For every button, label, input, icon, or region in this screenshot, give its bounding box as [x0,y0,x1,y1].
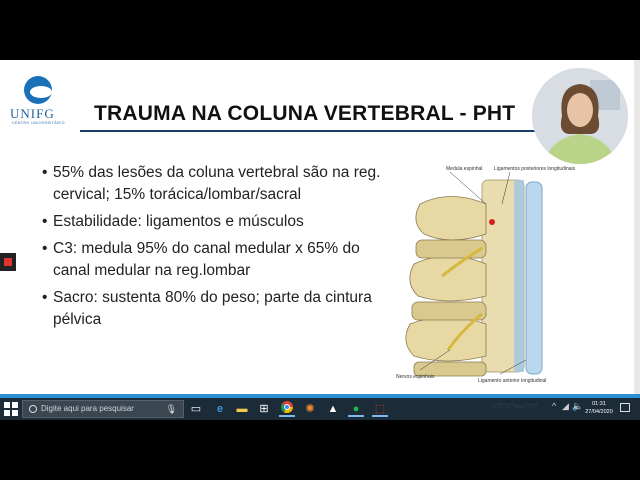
recording-indicator [0,253,16,271]
bullet-item: • Estabilidade: ligamentos e músculos [42,211,387,233]
bullet-item: • 55% das lesões da coluna vertebral são na reg. cervical; 15% torácica/lombar/sacral [42,162,387,206]
clock-time: 01:31 [592,401,606,407]
label-lig-post: Ligamentos posteriores longitudinais [494,166,576,172]
presenter-webcam [532,68,628,164]
photos-icon[interactable]: ▲ [327,403,339,415]
store-icon[interactable]: ⊞ [259,403,269,415]
windows-start-icon[interactable] [4,402,18,416]
tray-chevron-icon[interactable]: ^ [552,401,557,411]
network-icon[interactable]: ◢ [562,401,569,411]
microphone-icon[interactable]: 🎙 [165,404,177,414]
label-medula: Medula espinhal [446,166,483,172]
clock-date: 27/04/2020 [585,409,613,415]
task-view-icon[interactable]: ▭ [190,403,202,415]
edge-icon[interactable]: e [216,403,224,415]
title-underline [80,130,550,132]
spotify-icon[interactable]: ● [348,401,364,417]
faded-taskbar-text: p?f?tr?asu?rs? [492,403,539,410]
search-placeholder: Digite aqui para pesquisar [41,404,134,413]
taskbar-clock[interactable] [584,400,614,416]
unifg-logo [8,76,72,130]
logo-name: UNIFG [10,106,55,121]
logo-mark-cutout [30,86,52,98]
bullet-item: • Sacro: sustenta 80% do peso; parte da cintura pélvica [42,287,387,331]
label-nervos: Nervos espinhais [396,374,435,380]
presentation-slide [0,60,640,396]
app-icon-orange[interactable]: ✺ [305,403,315,415]
volume-icon[interactable]: 🔈 [572,401,584,411]
taskbar-search-box[interactable] [22,400,184,418]
cortana-icon [29,405,37,413]
slide-title: TRAUMA NA COLUNA VERTEBRAL - PHT [94,102,516,125]
notifications-icon[interactable] [620,403,630,412]
bullet-list [42,162,387,336]
chrome-icon[interactable] [279,401,295,417]
windows-taskbar [0,398,640,420]
label-lig-ant: Ligamento anterior longitudinal [478,378,547,384]
file-explorer-icon[interactable]: ▬ [236,403,248,415]
adjacent-window-edge [634,60,640,396]
pdf-reader-icon[interactable]: ⬚ [372,401,388,417]
logo-subtitle: CENTRO UNIVERSITÁRIO [12,121,65,125]
bullet-item: • C3: medula 95% do canal medular x 65% do canal medular na reg.lombar [42,238,387,282]
spine-anatomy-figure [390,164,590,384]
